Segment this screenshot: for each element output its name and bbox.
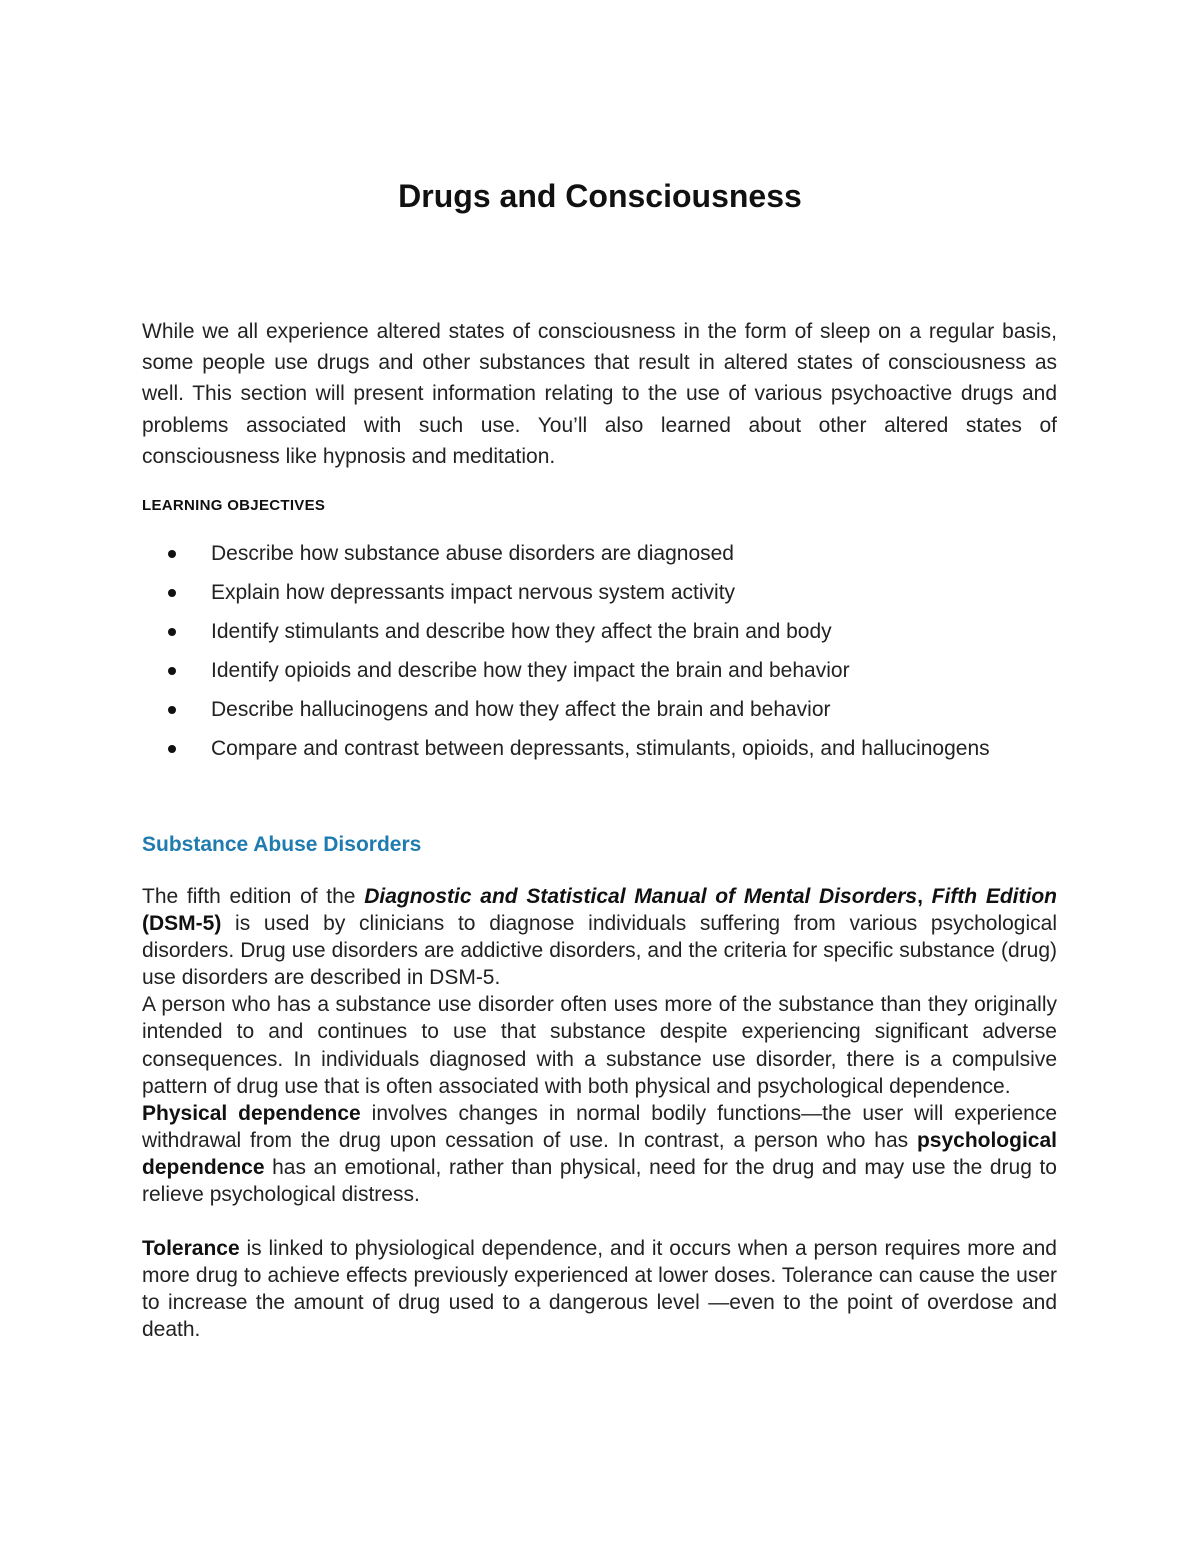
text-run: , [917, 885, 932, 908]
text-run: involves changes in normal bodily functions—the user will experience withdrawal from the drug upon cessation of use. In contrast, a person who has [142, 1101, 1057, 1152]
dsm-paragraph [142, 883, 1057, 991]
page-title: Drugs and Consciousness [398, 178, 802, 214]
bullet-icon [168, 667, 176, 675]
list-item [142, 735, 1057, 762]
text-run: is used by clinicians to diagnose individuals suffering from various psychological disorders. Drug use disorders are addictive disorders, and the criteria for specific substance (drug) use disorders are described in DSM-5. [142, 912, 1057, 990]
substance-use-paragraph: A person who has a substance use disorder often uses more of the substance than they originally intended to and continues to use that substance despite experiencing significant adverse consequences. In individuals diagnosed with a substance use disorder, there is a compulsive pattern of drug use that is often associated with both physical and psychological dependence. [142, 993, 1057, 1098]
bullet-icon [168, 745, 176, 753]
list-item [142, 579, 1057, 606]
bullet-icon [168, 628, 176, 636]
bullet-icon [168, 589, 176, 597]
bullet-icon [168, 550, 176, 558]
edition-label: Fifth Edition [931, 885, 1057, 908]
objective-text: Compare and contrast between depressants, stimulants, opioids, and hallucinogens [211, 737, 990, 760]
objective-text: Identify opioids and describe how they impact the brain and behavior [211, 659, 850, 682]
objective-text: Identify stimulants and describe how they affect the brain and body [211, 620, 832, 643]
manual-title: Diagnostic and Statistical Manual of Mental Disorders [364, 885, 918, 908]
tolerance-paragraph [142, 1235, 1057, 1343]
intro-paragraph: While we all experience altered states of consciousness in the form of sleep on a regular basis, some people use drugs and other substances that result in altered states of consciousness as well. This section will present information relating to the use of various psychoactive drugs and problems associated with such use. You’ll also learned about other altered states of consciousness like hypnosis and meditation. [142, 320, 1057, 468]
objective-text: Explain how depressants impact nervous system activity [211, 581, 736, 604]
list-item [142, 540, 1057, 567]
text-run: The fifth edition of the [142, 885, 365, 908]
learning-objectives-list [142, 540, 1057, 774]
bullet-icon [168, 706, 176, 714]
term-physical-dependence: Physical dependence [142, 1101, 361, 1125]
section-body [142, 883, 1057, 1344]
objective-text: Describe how substance abuse disorders are diagnosed [211, 542, 734, 565]
text-run: is linked to physiological dependence, and it occurs when a person requires more and more drug to achieve effects previously experienced at lower doses. Tolerance can cause the user to increase the amount of drug used to a dangerous level —even to the point of overdose and death. [142, 1237, 1057, 1342]
section-heading: Substance Abuse Disorders [142, 833, 422, 856]
list-item [142, 618, 1057, 645]
objective-text: Describe hallucinogens and how they affect the brain and behavior [211, 698, 831, 721]
text-run: has an emotional, rather than physical, need for the drug and may use the drug to relieve psychological distress. [142, 1155, 1057, 1207]
learning-objectives-heading: LEARNING OBJECTIVES [142, 497, 326, 514]
abbreviation: (DSM-5) [142, 912, 222, 936]
list-item [142, 657, 1057, 684]
dependence-paragraph [142, 1100, 1057, 1208]
list-item [142, 696, 1057, 723]
term-psychological-dependence: psychological dependence [142, 1128, 1057, 1179]
term-tolerance: Tolerance [142, 1237, 240, 1261]
